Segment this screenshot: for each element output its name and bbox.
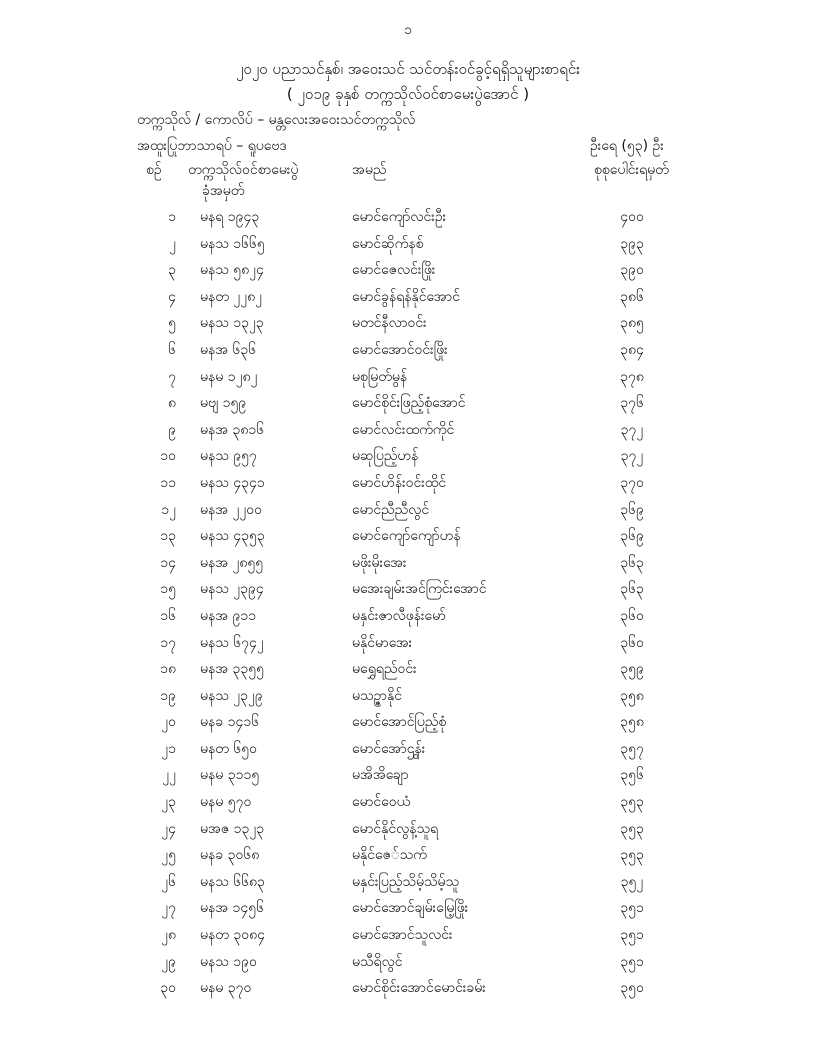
student-name: မဆုပြည့်ဟန် bbox=[352, 448, 419, 465]
subject-line: အထူးပြုဘာသာရပ် – ရူပဗေဒ bbox=[137, 138, 287, 154]
total-marks: ၃၅၃ bbox=[620, 820, 644, 837]
student-name: မအေးချမ်းအင်ကြင်းအောင် bbox=[352, 581, 487, 598]
total-marks: ၃၇၂ bbox=[620, 448, 644, 465]
row-number: ၃ bbox=[168, 262, 176, 279]
roll-number: မနသ ၉၅၇ bbox=[200, 448, 257, 465]
table-row bbox=[0, 389, 816, 416]
roll-number: မနသ ၆၆၈၃ bbox=[200, 873, 265, 890]
row-number: ၂၈ bbox=[161, 927, 176, 944]
total-marks: ၃၅၈ bbox=[620, 687, 644, 704]
row-number: ၈ bbox=[168, 395, 176, 412]
table-row bbox=[0, 948, 816, 975]
student-name: မောင်အောင်သူလင်း bbox=[352, 927, 453, 944]
total-marks: ၃၇၂ bbox=[620, 421, 644, 438]
row-number: ၁၈ bbox=[160, 661, 176, 678]
table-row bbox=[0, 602, 816, 629]
roll-number: မနခ ၃၀၆၈ bbox=[200, 847, 260, 864]
roll-number: မနသ ၂၃၉၄ bbox=[200, 581, 264, 598]
roll-number: မနအ ၁၄၅၆ bbox=[200, 900, 265, 917]
table-row bbox=[0, 655, 816, 682]
total-marks: ၃၅၃ bbox=[620, 847, 644, 864]
roll-number: မနသ ၄၃၄၁ bbox=[200, 474, 265, 491]
row-number: ၅ bbox=[168, 315, 176, 332]
table-row bbox=[0, 788, 816, 815]
total-count: ဦးရေ (၅၃) ဦး bbox=[590, 138, 664, 154]
column-header-name: အမည် bbox=[352, 162, 387, 178]
row-number: ၆ bbox=[168, 341, 176, 358]
table-row bbox=[0, 974, 816, 1001]
table-row bbox=[0, 230, 816, 257]
student-name: မဖိုးမိုးအေး bbox=[352, 554, 407, 571]
roll-number: မနရ ၁၉၄၃ bbox=[200, 209, 260, 225]
total-marks: ၃၇၈ bbox=[620, 368, 644, 385]
table-row bbox=[0, 336, 816, 363]
roll-number: မနမ ၃၇၀ bbox=[200, 980, 252, 997]
total-marks: ၃၆၃ bbox=[620, 581, 644, 598]
table-row bbox=[0, 708, 816, 735]
row-number: ၂၉ bbox=[161, 953, 176, 970]
student-name: မရွှေရည်ဝင်း bbox=[352, 661, 417, 678]
table-row bbox=[0, 522, 816, 549]
table-row bbox=[0, 921, 816, 948]
roll-number: မနမ ၁၂၈၂ bbox=[200, 368, 258, 385]
row-number: ၂၇ bbox=[161, 900, 176, 917]
university-line: တက္ကသိုလ် / ကောလိပ် – မန္တလေးအဝေးသင်တက္ကသိုလ် bbox=[137, 112, 416, 128]
total-marks: ၃၅၀ bbox=[620, 980, 644, 997]
student-name: မနိုင်မာအေး bbox=[352, 634, 413, 651]
roll-number: မနတ ၃၀၈၄ bbox=[200, 927, 265, 944]
student-name: မသီရိလွင် bbox=[352, 953, 403, 970]
roll-number: မနအ ၉၁၁ bbox=[200, 607, 257, 624]
student-name: မောင်ဆိုက်နစ် bbox=[352, 235, 424, 252]
table-row bbox=[0, 496, 816, 523]
student-name: မောင်ဟိန်းဝင်းထိုင် bbox=[352, 474, 447, 491]
row-number: ၂၂ bbox=[162, 767, 176, 784]
total-marks: ၃၅၁ bbox=[620, 927, 644, 944]
total-marks: ၃၅၈ bbox=[620, 714, 644, 731]
student-name: မောင်စိုင်းဖြည့်စုံအောင် bbox=[352, 395, 466, 412]
table-row bbox=[0, 815, 816, 842]
row-number: ၁၄ bbox=[160, 554, 176, 571]
student-name: မောင်နိုင်လွန့်သူရ bbox=[352, 820, 439, 837]
row-number: ၂၀ bbox=[161, 714, 176, 731]
table-row bbox=[0, 629, 816, 656]
roll-number: မနသ ၂၃၂၉ bbox=[200, 687, 263, 704]
table-row bbox=[0, 416, 816, 443]
roll-number: မနမ ၅၇၀ bbox=[200, 794, 252, 811]
student-name: မသဉ္ဇာနိုင် bbox=[352, 687, 403, 704]
roll-number: မနသ ၁၃၂၃ bbox=[200, 315, 264, 332]
roll-number: မနသ ၅၈၂၄ bbox=[200, 262, 264, 279]
table-row bbox=[0, 363, 816, 390]
roll-number: မနအ ၂၂၀၀ bbox=[200, 501, 263, 518]
row-number: ၁၇ bbox=[160, 634, 176, 651]
row-number: ၁၅ bbox=[160, 581, 176, 598]
total-marks: ၄၀၀ bbox=[620, 209, 644, 225]
total-marks: ၃၆၀ bbox=[620, 634, 644, 651]
row-number: ၁၂ bbox=[161, 501, 176, 518]
total-marks: ၃၇၀ bbox=[620, 474, 644, 491]
total-marks: ၃၉၀ bbox=[620, 262, 644, 279]
table-row bbox=[0, 309, 816, 336]
student-name: မောင်အော်ဌွန်း bbox=[352, 740, 426, 757]
roll-number: မနမ ၃၁၁၅ bbox=[200, 767, 260, 784]
total-marks: ၃၉၃ bbox=[620, 235, 644, 252]
student-name: မစုမြတ်မွန် bbox=[352, 368, 408, 385]
table-row bbox=[0, 682, 816, 709]
total-marks: ၃၇၆ bbox=[620, 395, 644, 412]
student-name: မောင်လင်းထက်ကိုင် bbox=[352, 421, 455, 438]
student-name: မောင်ကျော်ကျော်ဟန် bbox=[352, 528, 461, 545]
total-marks: ၃၆၉ bbox=[620, 528, 644, 545]
student-name: မနှင်းပြည့်သိမ့်သိမ့်သူ bbox=[352, 873, 460, 890]
table-row bbox=[0, 894, 816, 921]
column-header-no: စဉ် bbox=[146, 162, 162, 178]
page-number: ၁ bbox=[404, 22, 412, 38]
total-marks: ၃၅၁ bbox=[620, 953, 644, 970]
results-list bbox=[0, 203, 816, 1001]
roll-number: မနအ ၃၃၅၅ bbox=[200, 661, 265, 678]
column-header-marks: စုစုပေါင်းရမှတ် bbox=[594, 162, 669, 178]
student-name: မောင်စိုင်းအောင်မောင်းခမ်း bbox=[352, 980, 486, 997]
row-number: ၄ bbox=[168, 288, 176, 305]
row-number: ၁၆ bbox=[160, 607, 176, 624]
roll-number: မနအ ၃၈၁၆ bbox=[200, 421, 265, 438]
table-row bbox=[0, 868, 816, 895]
table-row bbox=[0, 203, 816, 230]
roll-number: မနတ ၂၂၈၂ bbox=[200, 288, 262, 305]
row-number: ၂၄ bbox=[161, 820, 176, 837]
roll-number: မနခ ၁၄၁၆ bbox=[200, 714, 260, 731]
row-number: ၂၃ bbox=[161, 794, 176, 811]
student-name: မအိအိချော bbox=[352, 767, 409, 784]
row-number: ၁၁ bbox=[160, 474, 176, 491]
row-number: ၁၀ bbox=[160, 448, 176, 465]
roll-number: မနသ ၁၉၀ bbox=[200, 953, 257, 970]
student-name: မောင်ခွန်ရန်နိုင်အောင် bbox=[352, 288, 460, 305]
document-title: ၂၀၂၀ ပညာသင်နှစ်၊ အဝေးသင် သင်တန်းဝင်ခွင့်ရရှိသူများစာရင်း bbox=[236, 60, 580, 78]
row-number: ၂ bbox=[169, 235, 176, 252]
total-marks: ၃၈၅ bbox=[620, 315, 644, 332]
row-number: ၂၅ bbox=[161, 847, 176, 864]
student-name: မနိုင်ဇေ်သက် bbox=[352, 847, 427, 864]
roll-number: မနတ ၆၅၀ bbox=[200, 740, 257, 757]
student-name: မောင်အောင်ဝင်းဖြိုး bbox=[352, 341, 448, 358]
student-name: မောင်အောင်ပြည့်စုံ bbox=[352, 714, 447, 731]
total-marks: ၃၈၄ bbox=[620, 341, 644, 358]
total-marks: ၃၈၆ bbox=[620, 288, 644, 305]
total-marks: ၃၆၉ bbox=[620, 501, 644, 518]
row-number: ၇ bbox=[168, 368, 176, 385]
row-number: ၃၀ bbox=[160, 980, 176, 997]
total-marks: ၃၅၉ bbox=[620, 661, 644, 678]
table-row bbox=[0, 469, 816, 496]
student-name: မောင်ညီညီလွင် bbox=[352, 501, 430, 518]
table-row bbox=[0, 549, 816, 576]
student-name: မတင်နီလာဝင်း bbox=[352, 315, 427, 332]
column-header-roll: တက္ကသိုလ်ဝင်စာမေးပွဲ bbox=[188, 162, 299, 178]
roll-number: မနသ ၄၃၅၃ bbox=[200, 528, 265, 545]
student-name: မောင်အောင်ချမ်းမြေ့ဖြိုး bbox=[352, 900, 469, 917]
table-row bbox=[0, 283, 816, 310]
table-row bbox=[0, 735, 816, 762]
table-row bbox=[0, 575, 816, 602]
total-marks: ၃၆၀ bbox=[620, 607, 644, 624]
total-marks: ၃၆၃ bbox=[620, 554, 644, 571]
table-row bbox=[0, 761, 816, 788]
total-marks: ၃၅၃ bbox=[620, 794, 644, 811]
roll-number: မနသ ၆၇၄၂ bbox=[200, 634, 264, 651]
roll-number: မနသ ၁၆၆၅ bbox=[200, 235, 265, 252]
table-row bbox=[0, 256, 816, 283]
total-marks: ၃၅၁ bbox=[620, 900, 644, 917]
student-name: မောင်ကျော်လင်းဦး bbox=[352, 209, 447, 225]
total-marks: ၃၅၂ bbox=[620, 873, 644, 890]
roll-number: မနအ ၂၈၅၅ bbox=[200, 554, 264, 571]
table-row bbox=[0, 841, 816, 868]
total-marks: ၃၅၆ bbox=[620, 767, 644, 784]
table-row bbox=[0, 442, 816, 469]
roll-number: မဗျ ၁၅၉ bbox=[200, 395, 247, 412]
roll-number: မအဇ ၁၃၂၃ bbox=[200, 820, 265, 837]
column-header-roll-line2: ခုံအမှတ် bbox=[202, 183, 245, 199]
student-name: မောင်ဝေယံ bbox=[352, 794, 411, 811]
row-number: ၂၁ bbox=[161, 740, 176, 757]
row-number: ၉ bbox=[168, 421, 176, 438]
student-name: မနှင်းဇာလီဖုန်းမော် bbox=[352, 607, 446, 624]
row-number: ၁၉ bbox=[160, 687, 176, 704]
roll-number: မနအ ၆၃၆ bbox=[200, 341, 257, 358]
student-name: မောင်ဇေလင်းဖြိုး bbox=[352, 262, 436, 279]
row-number: ၁ bbox=[168, 209, 176, 225]
row-number: ၂၆ bbox=[161, 873, 176, 890]
row-number: ၁၃ bbox=[160, 528, 176, 545]
total-marks: ၃၅၇ bbox=[620, 740, 644, 757]
document-subtitle: ( ၂၀၁၉ ခုနှစ် တက္ကသိုလ်ဝင်စာမေးပွဲအောင် ) bbox=[286, 85, 530, 103]
